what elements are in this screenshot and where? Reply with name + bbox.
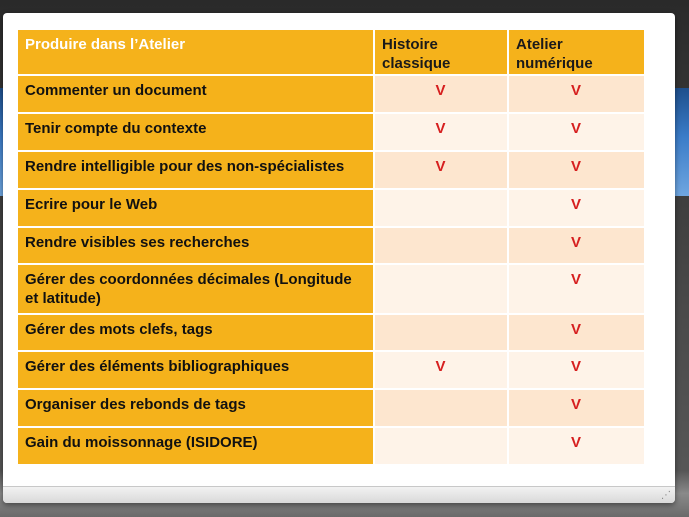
histoire-mark bbox=[374, 427, 508, 465]
header-produire: Produire dans l’Atelier bbox=[18, 30, 374, 75]
row-label: Gérer des mots clefs, tags bbox=[18, 314, 374, 351]
row-label: Tenir compte du contexte bbox=[18, 113, 374, 151]
atelier-mark: V bbox=[508, 189, 645, 227]
table-row bbox=[18, 351, 645, 389]
table-row bbox=[18, 427, 645, 465]
table-row bbox=[18, 227, 645, 264]
histoire-mark bbox=[374, 227, 508, 264]
row-label: Gérer des éléments bibliographiques bbox=[18, 351, 374, 389]
table-row bbox=[18, 264, 645, 314]
table-row bbox=[18, 189, 645, 227]
table-row bbox=[18, 75, 645, 113]
histoire-mark: V bbox=[374, 113, 508, 151]
histoire-mark: V bbox=[374, 351, 508, 389]
slide-status-bar bbox=[3, 486, 675, 503]
atelier-mark: V bbox=[508, 314, 645, 351]
row-label: Gain du moissonnage (ISIDORE) bbox=[18, 427, 374, 465]
row-label: Rendre visibles ses recherches bbox=[18, 227, 374, 264]
atelier-mark: V bbox=[508, 227, 645, 264]
row-label: Ecrire pour le Web bbox=[18, 189, 374, 227]
table-header-row bbox=[18, 30, 645, 75]
resize-grip-icon[interactable]: ⋰ bbox=[661, 490, 671, 501]
histoire-mark: V bbox=[374, 75, 508, 113]
histoire-mark bbox=[374, 189, 508, 227]
atelier-mark: V bbox=[508, 389, 645, 427]
table-row bbox=[18, 314, 645, 351]
header-atelier-numerique: Atelier numérique bbox=[508, 30, 645, 75]
histoire-mark bbox=[374, 389, 508, 427]
table-row bbox=[18, 151, 645, 189]
histoire-mark bbox=[374, 314, 508, 351]
row-label: Gérer des coordonnées décimales (Longitude et latitude) bbox=[18, 264, 374, 314]
atelier-mark: V bbox=[508, 427, 645, 465]
atelier-mark: V bbox=[508, 151, 645, 189]
histoire-mark bbox=[374, 264, 508, 314]
atelier-mark: V bbox=[508, 264, 645, 314]
histoire-mark: V bbox=[374, 151, 508, 189]
header-histoire-classique: Histoire classique bbox=[374, 30, 508, 75]
atelier-mark: V bbox=[508, 113, 645, 151]
slide-panel bbox=[3, 13, 675, 503]
table-row bbox=[18, 113, 645, 151]
table-row bbox=[18, 389, 645, 427]
row-label: Commenter un document bbox=[18, 75, 374, 113]
row-label: Rendre intelligible pour des non-spécialistes bbox=[18, 151, 374, 189]
atelier-mark: V bbox=[508, 75, 645, 113]
atelier-mark: V bbox=[508, 351, 645, 389]
row-label: Organiser des rebonds de tags bbox=[18, 389, 374, 427]
comparison-table bbox=[18, 30, 646, 466]
